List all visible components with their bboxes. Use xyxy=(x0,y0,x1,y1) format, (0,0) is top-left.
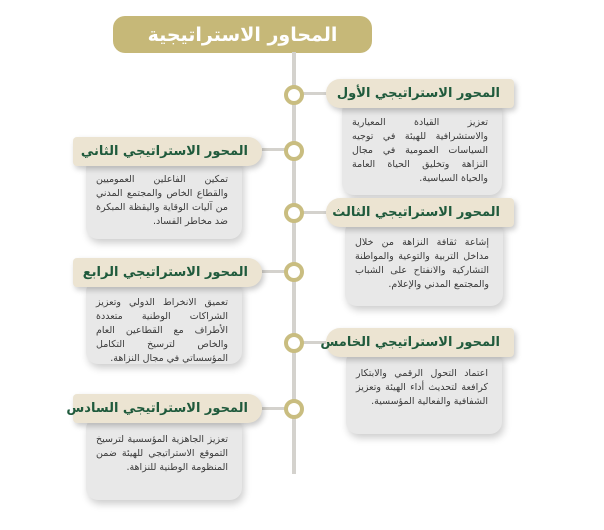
axis-label-5: المحور الاستراتيجي الخامس xyxy=(326,328,514,357)
timeline-node-2 xyxy=(284,141,304,161)
timeline-node-5 xyxy=(284,333,304,353)
connector-3 xyxy=(302,211,328,214)
timeline-node-3 xyxy=(284,203,304,223)
diagram-title: المحاور الاستراتيجية xyxy=(113,16,372,53)
axis-label-6: المحور الاستراتيجي السادس xyxy=(73,394,262,423)
axis-text-2: تمكين الفاعلين العموميين والقطاع الخاص والمجتمع المدني من آليات الوقاية واليقظة المبكرة ضد مخاطر الفساد. xyxy=(96,174,228,227)
timeline-node-1 xyxy=(284,85,304,105)
axis-card-3 xyxy=(345,220,503,306)
axis-label-1: المحور الاستراتيجي الأول xyxy=(326,79,514,108)
axis-label-4: المحور الاستراتيجي الرابع xyxy=(73,258,262,287)
timeline-node-4 xyxy=(284,262,304,282)
axis-card-4 xyxy=(86,280,242,364)
axis-text-6: تعزيز الجاهزية المؤسسية لترسيخ التموقع الاستراتيجي للهيئة ضمن المنظومة الوطنية للنزاهة. xyxy=(96,434,228,473)
axis-label-3: المحور الاستراتيجي الثالث xyxy=(326,198,514,227)
axis-text-4: تعميق الانخراط الدولي وتعزيز الشراكات الوطنية متعددة الأطراف مع القطاعين العام والخاص لترسيخ التكامل المؤسساتي في مجال النزاهة. xyxy=(96,297,228,364)
axis-text-5: اعتماد التحول الرقمي والابتكار كرافعة لتحديث أداء الهيئة وتعزيز الشفافية والفعالية المؤسسية. xyxy=(356,368,488,407)
axis-card-2 xyxy=(86,157,242,239)
connector-1 xyxy=(302,92,328,95)
axis-card-5 xyxy=(346,350,502,434)
timeline-node-6 xyxy=(284,399,304,419)
axis-label-2: المحور الاستراتيجي الثاني xyxy=(73,137,262,166)
axis-text-3: إشاعة ثقافة النزاهة من خلال مداخل التربية والتوعية والمواطنة التشاركية والانفتاح على الشباب والمجتمع المدني والإعلام. xyxy=(355,237,489,290)
axis-card-1 xyxy=(342,100,502,195)
axis-text-1: تعزيز القيادة المعيارية والاستشرافية للهيئة في توجيه السياسات العمومية في مجال النزاهة وتخليق الحياة العامة والحياة السياسية. xyxy=(352,117,488,184)
axis-card-6 xyxy=(86,417,242,500)
